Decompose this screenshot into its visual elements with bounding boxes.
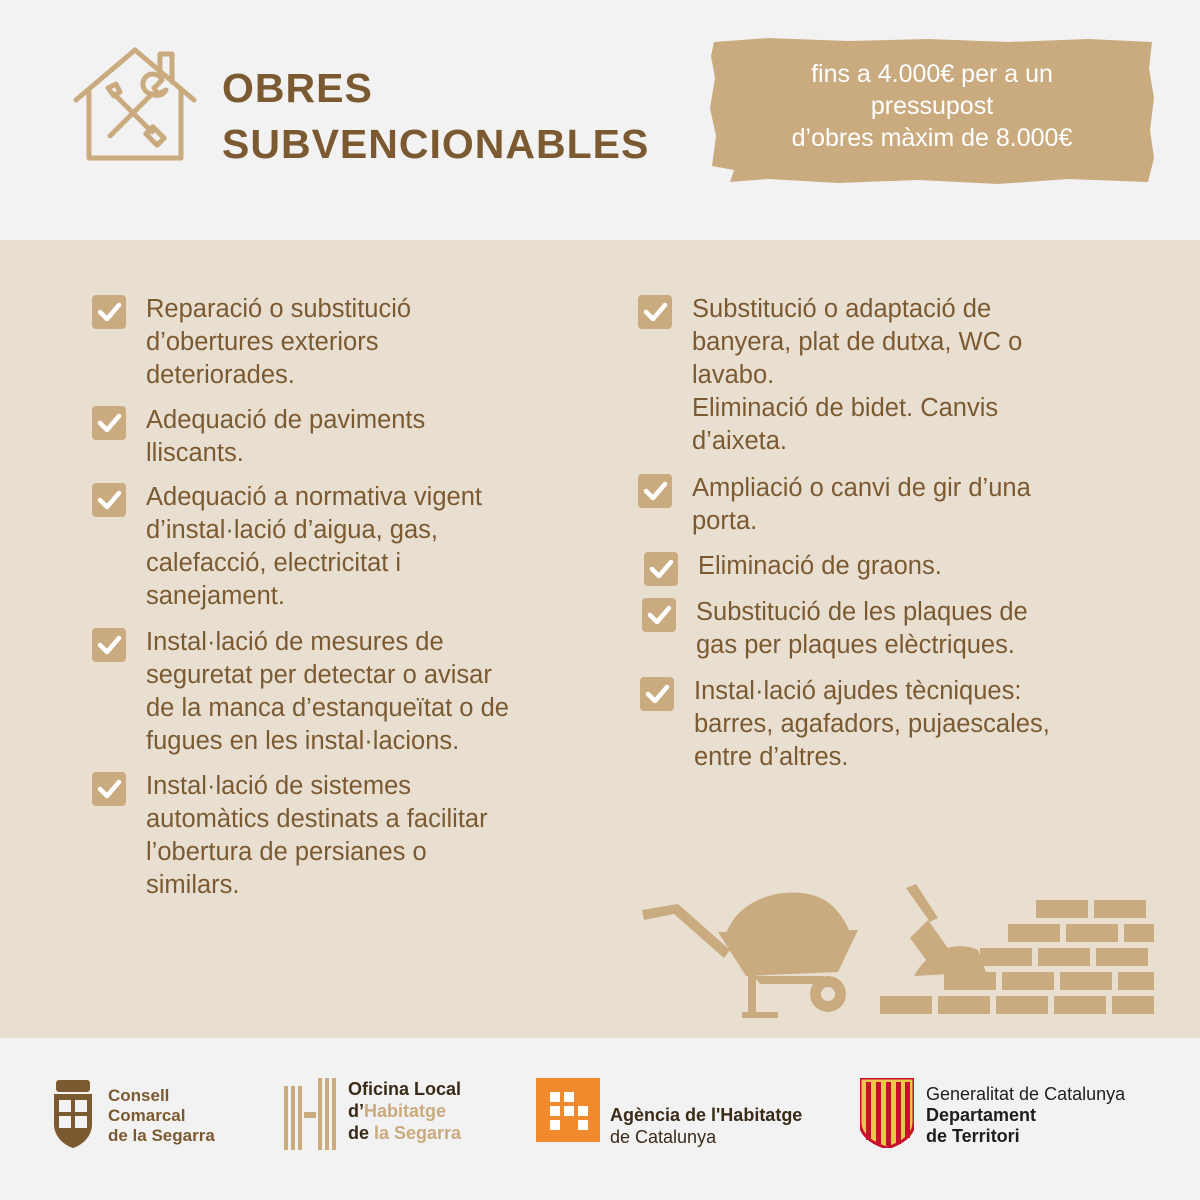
house-tools-icon (72, 44, 198, 162)
footer-logos (0, 1038, 1200, 1200)
list-item (638, 472, 1031, 538)
list-item (92, 293, 411, 392)
list-item (92, 626, 509, 758)
item-line: Instal·lació de mesures de (146, 628, 444, 656)
item-line: sanejament. (146, 582, 285, 610)
list-item-text (146, 626, 509, 758)
item-line: barres, agafadors, pujaescales, (694, 710, 1050, 738)
logo-text: Oficina Local (348, 1079, 462, 1099)
checkbox-checked-icon (640, 677, 674, 711)
consell-comarcal-logo (50, 1078, 250, 1188)
item-line: Substitució de les plaques de (696, 598, 1028, 626)
list-item-text (146, 481, 482, 613)
checkbox-checked-icon (92, 483, 126, 517)
logo-text: Consell (108, 1086, 170, 1105)
coat-of-arms-icon (50, 1078, 96, 1150)
item-line: l’obertura de persianes o (146, 838, 427, 866)
wheelbarrow-icon (642, 893, 858, 1018)
item-line: banyera, plat de dutxa, WC o (692, 328, 1023, 356)
logo-text: de (348, 1123, 375, 1143)
logo-text: Generalitat de Catalunya (926, 1084, 1126, 1104)
agencia-grid-icon (536, 1078, 600, 1142)
brick-wall-trowel-icon (880, 884, 1154, 1014)
badge-line: fins a 4.000€ per a un (811, 60, 1053, 88)
checkbox-checked-icon (642, 598, 676, 632)
logo-text: Comarcal (108, 1106, 186, 1125)
logo-text: de Territori (926, 1126, 1020, 1146)
item-line: d’obertures exteriors (146, 328, 379, 356)
item-line: d’instal·lació d’aigua, gas, (146, 516, 439, 544)
list-item-text (692, 472, 1031, 538)
logo-text: Departament (926, 1105, 1037, 1125)
list-item-text (694, 675, 1050, 774)
item-line: lliscants. (146, 439, 244, 467)
checkbox-checked-icon (638, 295, 672, 329)
item-line: Substitució o adaptació de (692, 295, 992, 323)
list-item (92, 770, 488, 902)
list-item (92, 481, 482, 613)
oficina-mark-icon (284, 1078, 336, 1150)
checkbox-checked-icon (644, 552, 678, 586)
checkbox-checked-icon (92, 406, 126, 440)
list-item (640, 675, 1050, 774)
item-line: Adequació de paviments (146, 406, 426, 434)
logo-text: de Catalunya (610, 1127, 717, 1147)
logo-text: Habitatge (364, 1101, 447, 1121)
title-line: OBRES (222, 65, 373, 111)
item-line: Eliminació de graons. (698, 552, 942, 580)
agencia-habitatge-logo (536, 1078, 836, 1188)
logo-text: d’ (348, 1101, 364, 1121)
list-item (644, 550, 942, 586)
checkbox-checked-icon (92, 772, 126, 806)
item-line: seguretat per detectar o avisar (146, 661, 492, 689)
list-item (92, 404, 425, 470)
list-item (642, 596, 1028, 662)
subsidy-amount-badge (708, 38, 1156, 184)
item-line: similars. (146, 871, 240, 899)
list-item-text (146, 404, 425, 470)
logo-text: la Segarra (374, 1123, 462, 1143)
construction-illustration (638, 880, 1158, 1032)
list-item-text (146, 293, 411, 392)
item-line: Adequació a normativa vigent (146, 483, 482, 511)
item-line: Instal·lació de sistemes (146, 772, 412, 800)
item-line: deteriorades. (146, 361, 295, 389)
badge-text (708, 58, 1156, 154)
item-line: fugues en les instal·lacions. (146, 727, 460, 755)
item-line: lavabo. (692, 361, 775, 389)
item-line: Ampliació o canvi de gir d’una (692, 474, 1031, 502)
item-line: gas per plaques elèctriques. (696, 631, 1015, 659)
item-line: d’aixeta. (692, 427, 787, 455)
item-line: Eliminació de bidet. Canvis (692, 394, 999, 422)
list-item-text (146, 770, 488, 902)
badge-line: pressupost (870, 92, 994, 120)
generalitat-logo (860, 1078, 1180, 1188)
item-line: calefacció, electricitat i (146, 549, 402, 577)
checkbox-checked-icon (638, 474, 672, 508)
item-line: de la manca d’estanqueïtat o de (146, 694, 509, 722)
item-line: Instal·lació ajudes tècniques: (694, 677, 1022, 705)
item-line: porta. (692, 507, 758, 535)
logo-text: de la Segarra (108, 1126, 215, 1145)
title-line: SUBVENCIONABLES (222, 121, 650, 167)
item-line: entre d’altres. (694, 743, 849, 771)
badge-line: d’obres màxim de 8.000€ (791, 124, 1073, 152)
senyera-shield-icon (860, 1078, 914, 1148)
list-item-text (696, 596, 1028, 662)
item-line: Reparació o substitució (146, 295, 412, 323)
list-item-text (692, 293, 1022, 458)
logo-text: Agència de l'Habitatge (610, 1105, 803, 1125)
page-title (222, 60, 649, 172)
checkbox-checked-icon (92, 295, 126, 329)
header (0, 0, 1200, 240)
oficina-local-habitatge-logo (284, 1078, 514, 1188)
list-item-text (698, 550, 942, 583)
checkbox-checked-icon (92, 628, 126, 662)
list-item (638, 293, 1022, 458)
item-line: automàtics destinats a facilitar (146, 805, 488, 833)
